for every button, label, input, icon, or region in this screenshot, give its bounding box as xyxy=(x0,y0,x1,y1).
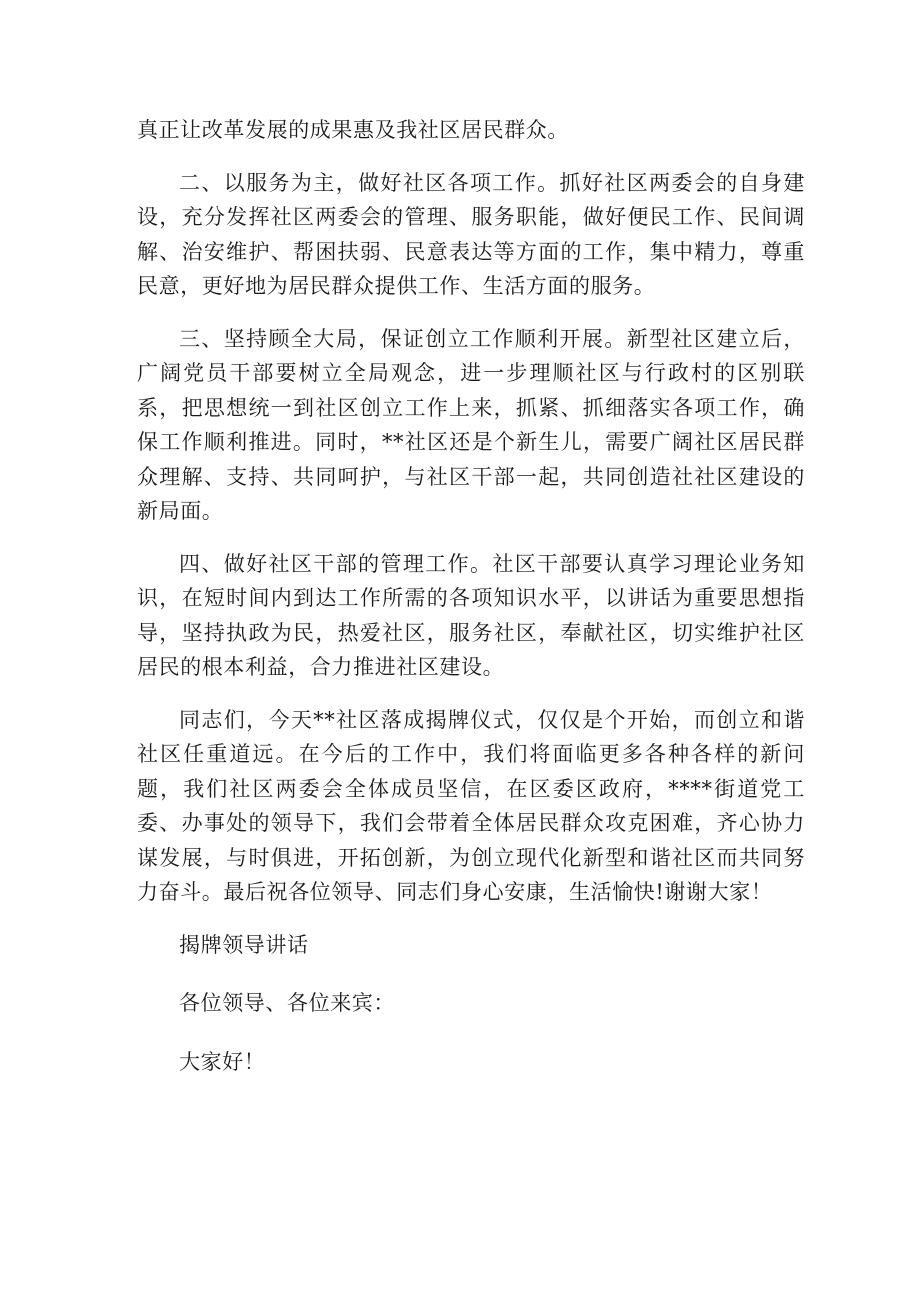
paragraph-section-four: 四、做好社区干部的管理工作。社区干部要认真学习理论业务知识，在短时间内到达工作所需的各项知识水平，以讲话为重要思想指导，坚持执政为民，热爱社区，服务社区，奉献社区，切实维护社区居民的根本利益，合力推进社区建设。 xyxy=(137,551,805,679)
paragraph-section-three: 三、坚持顾全大局，保证创立工作顺利开展。新型社区建立后，广阔党员干部要树立全局观念，进一步理顺社区与行政村的区别联系，把思想统一到社区创立工作上来，抓紧、抓细落实各项工作，确保工作顺利推进。同时，**社区还是个新生儿，需要广阔社区居民群众理解、支持、共同呵护，与社区干部一起，共同创造社社区建设的新局面。 xyxy=(137,326,805,523)
paragraph-continuation: 真正让改革发展的成果惠及我社区居民群众。 xyxy=(137,118,569,142)
speech-title: 揭牌领导讲话 xyxy=(179,932,309,957)
paragraph-section-two: 二、以服务为主，做好社区各项工作。抓好社区两委会的自身建设，充分发挥社区两委会的管理、服务职能，做好便民工作、民间调解、治安维护、帮困扶弱、民意表达等方面的工作，集中精力，尊重民意，更好地为居民群众提供工作、生活方面的服务。 xyxy=(137,170,805,298)
paragraph-closing: 同志们，今天**社区落成揭牌仪式，仅仅是个开始，而创立和谐社区任重道远。在今后的工作中，我们将面临更多各种各样的新问题，我们社区两委会全体成员坚信，在区委区政府，****街道党工委、办事处的领导下，我们会带着全体居民群众攻克困难，齐心协力谋发展，与时俱进，开拓创新，为创立现代化新型和谐社区而共同努力奋斗。最后祝各位领导、同志们身心安康，生活愉快!谢谢大家！ xyxy=(137,707,805,904)
speech-salutation: 各位领导、各位来宾： xyxy=(179,991,395,1015)
speech-greeting: 大家好！ xyxy=(179,1049,266,1074)
document-body xyxy=(137,113,805,1097)
